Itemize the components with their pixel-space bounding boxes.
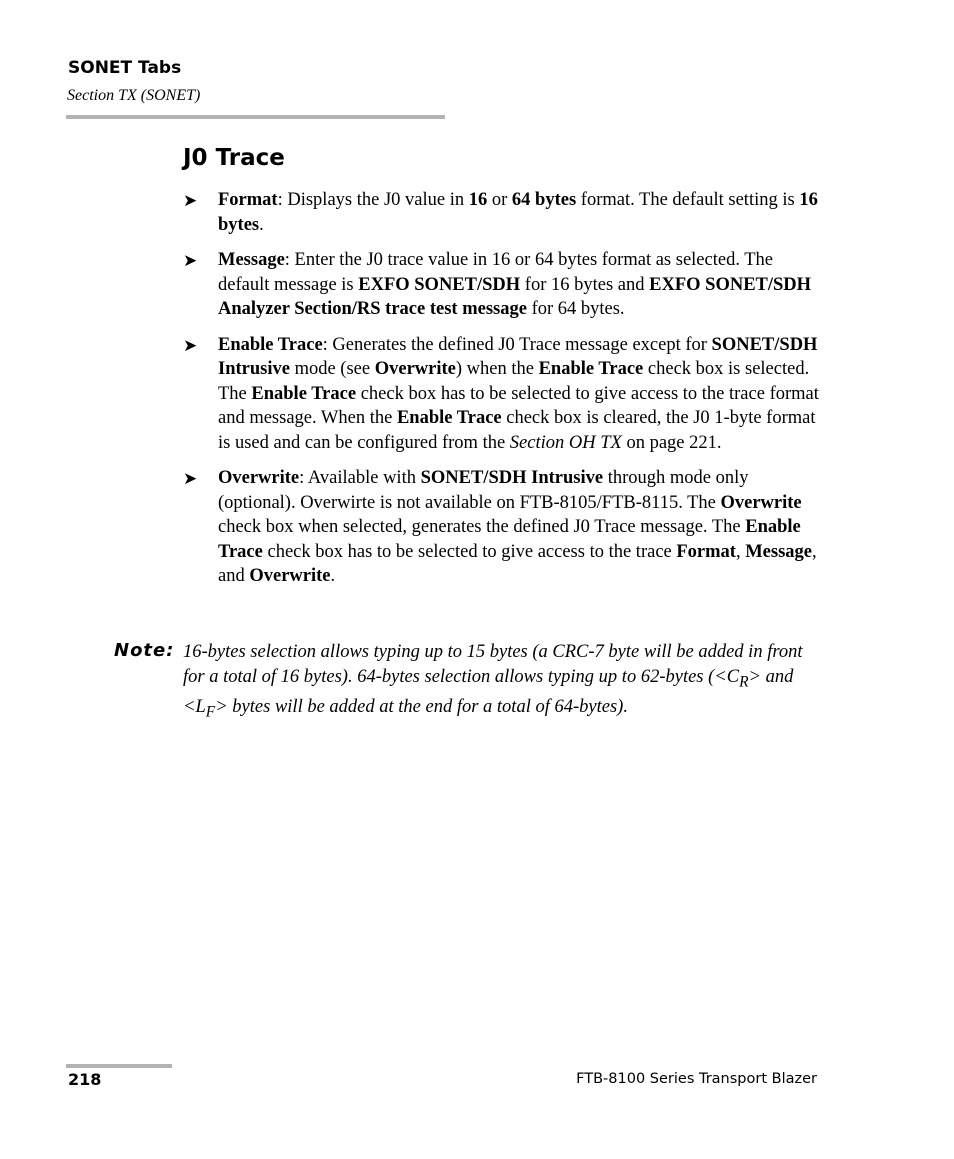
bold-term: Overwrite	[374, 359, 456, 379]
text-run: on page 221.	[621, 432, 722, 453]
text-run: through mode only (optional). Overwirte is not available on FTB-8105/FTB-8115. The	[218, 468, 749, 513]
text-run: check box has to be selected to give access to the trace format and message. When the	[218, 383, 819, 428]
bold-term: SONET/SDH Intrusive	[420, 468, 604, 488]
bold-term: 64 bytes	[511, 190, 577, 210]
running-header-title: SONET Tabs	[68, 58, 182, 78]
bold-term: Enable Trace	[218, 334, 323, 355]
bold-term: SONET/SDH Intrusive	[218, 334, 818, 379]
running-header-subtitle: Section TX (SONET)	[67, 87, 201, 104]
subscript: F	[205, 703, 216, 721]
text-run: or	[487, 190, 512, 210]
bullet-item	[183, 188, 823, 237]
bullet-item	[183, 466, 823, 589]
section-heading: J0 Trace	[183, 145, 285, 171]
text-run: : Generates the defined J0 Trace message except for	[322, 334, 712, 355]
page-number: 218	[68, 1070, 102, 1089]
bullet-list	[183, 188, 823, 600]
note-text	[183, 640, 823, 725]
text-run: ,	[735, 541, 746, 562]
bold-term: Enable Trace	[218, 517, 801, 562]
text-run: check box when selected, generates the defined J0 Trace message. The	[218, 517, 746, 537]
footer-divider	[66, 1064, 172, 1068]
text-run: .	[259, 214, 264, 235]
text-run: mode (see	[289, 359, 375, 379]
bold-term: Overwrite	[218, 468, 300, 488]
bold-term: EXFO SONET/SDH	[358, 274, 521, 295]
bold-term: 16	[468, 190, 488, 210]
bold-term: Overwrite	[249, 566, 331, 586]
bullet-item	[183, 248, 823, 322]
text-run: for 64 bytes.	[526, 299, 625, 319]
text-run: 16-bytes selection allows typing up to 15 bytes (a CRC-7 byte will be added in front for a total of 16 bytes). 64-bytes selection allows typing up to 62-bytes (<C	[183, 642, 803, 687]
cross-reference: Section OH TX	[509, 432, 622, 453]
text-run: : Displays the J0 value in	[277, 190, 469, 210]
text-run: check box is selected. The	[218, 359, 810, 404]
document-title: FTB-8100 Series Transport Blazer	[576, 1071, 817, 1087]
bullet-item	[183, 333, 823, 456]
bold-term: 16 bytes	[218, 190, 818, 235]
text-run: > and <L	[183, 666, 794, 717]
text-run: : Available with	[299, 468, 421, 488]
subscript: R	[739, 673, 749, 691]
text-run: .	[330, 566, 336, 586]
text-run: : Enter the J0 trace value in 16 or 64 bytes format as selected. The default message is	[218, 250, 773, 295]
bullet-arrow-icon: ➤	[183, 469, 198, 489]
bullet-arrow-icon: ➤	[183, 191, 198, 211]
text-run: check box has to be selected to give access to the trace	[262, 541, 677, 562]
bold-term: EXFO SONET/SDH Analyzer Section/RS trace test message	[218, 274, 812, 319]
text-run: > bytes will be added at the end for a total of 64-bytes).	[215, 696, 628, 717]
text-run: format. The default setting is	[576, 190, 800, 210]
bullet-arrow-icon: ➤	[183, 335, 198, 356]
bullet-arrow-icon: ➤	[183, 251, 198, 271]
text-run: , and	[218, 541, 817, 586]
text-run: ) when the	[455, 359, 539, 379]
bold-term: Format	[676, 541, 736, 562]
bold-term: Enable Trace	[396, 408, 502, 428]
bold-term: Format	[218, 190, 278, 210]
bold-term: Enable Trace	[251, 383, 357, 404]
bold-term: Message	[745, 541, 813, 562]
bold-term: Message	[218, 250, 285, 270]
header-divider	[66, 115, 445, 119]
text-run: check box is cleared, the J0 1-byte format is used and can be configured from the	[218, 408, 816, 453]
bold-term: Enable Trace	[538, 359, 644, 379]
text-run: for 16 bytes and	[520, 274, 650, 295]
bold-term: Overwrite	[720, 492, 802, 513]
note-label: Note:	[114, 640, 175, 661]
